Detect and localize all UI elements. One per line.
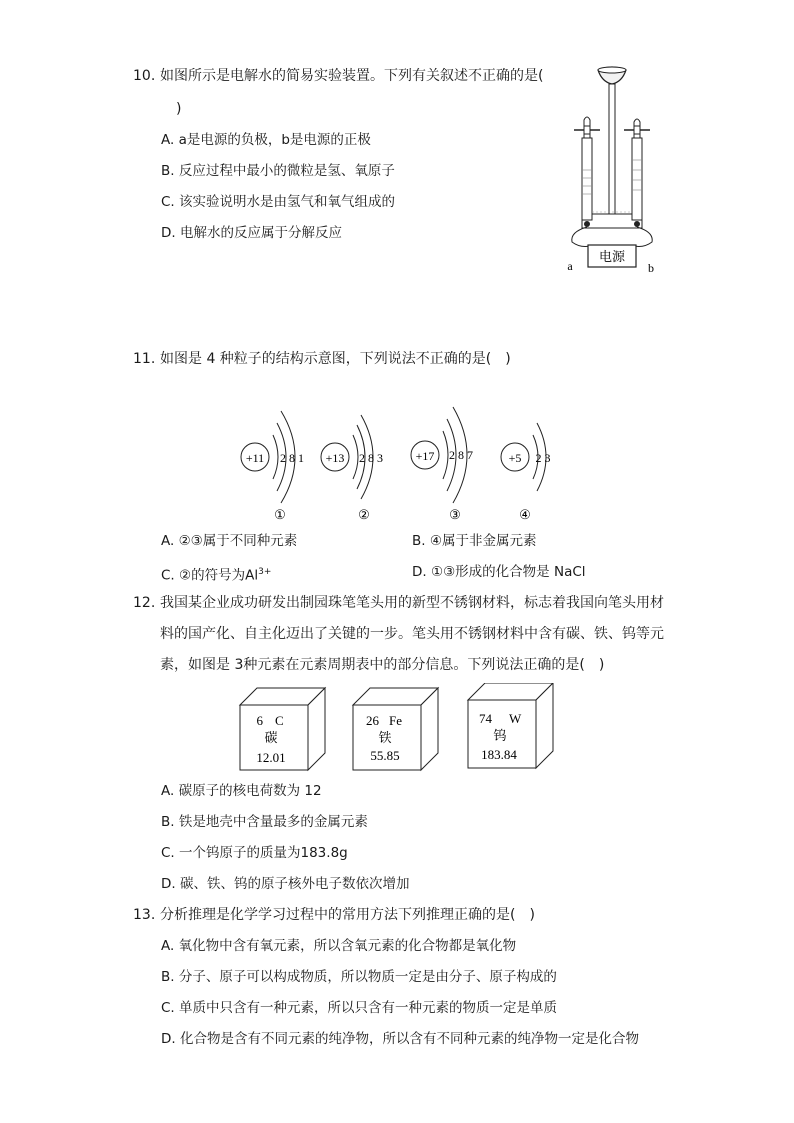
q11-number: 11.	[133, 351, 156, 367]
element-symbol: W	[509, 711, 522, 726]
q11-option-c-superscript: 3+	[258, 567, 272, 577]
q13-number: 13.	[133, 907, 156, 923]
element-name: 铁	[378, 731, 392, 746]
particle-index: ②	[358, 507, 370, 522]
atomic-number: 74	[479, 711, 492, 726]
periodic-table-cells	[235, 683, 565, 778]
q11-stem: 如图是 4 种粒子的结构示意图，下列说法不正确的是( )	[160, 351, 511, 367]
particle-2	[321, 415, 383, 522]
particle-1	[241, 411, 304, 522]
q12-option-c[interactable]: C. 一个钨原子的质量为183.8g	[161, 845, 348, 861]
electron-shell	[443, 431, 448, 479]
electron-counts: 2 3	[535, 451, 551, 465]
element-symbol: Fe	[389, 713, 402, 728]
element-symbol: C	[275, 713, 284, 728]
nucleus-charge: +5	[508, 451, 522, 465]
bottom-connector	[582, 220, 642, 228]
element-name: 钨	[493, 729, 507, 744]
electron-shell	[273, 435, 278, 479]
q12-option-d[interactable]: D. 碳、铁、钨的原子核外电子数依次增加	[161, 876, 410, 892]
funnel-rim	[598, 67, 626, 73]
particle-index: ③	[449, 507, 461, 522]
right-electrode	[634, 221, 640, 227]
particle-index: ④	[519, 507, 531, 522]
atomic-mass: 183.84	[481, 747, 517, 762]
q11-option-d[interactable]: D. ①③形成的化合物是 NaCl	[412, 564, 586, 580]
electrode-label-b: b	[648, 261, 654, 275]
q12-option-a[interactable]: A. 碳原子的核电荷数为 12	[161, 783, 322, 799]
element-cell-carbon	[240, 688, 325, 770]
q11-option-a[interactable]: A. ②③属于不同种元素	[161, 533, 298, 549]
nucleus-charge: +17	[415, 449, 435, 463]
q13-option-a[interactable]: A. 氧化物中含有氧元素，所以含氧元素的化合物都是氧化物	[161, 938, 517, 954]
q13-option-b[interactable]: B. 分子、原子可以构成物质，所以物质一定是由分子、原子构成的	[161, 969, 557, 985]
element-name: 碳	[264, 731, 278, 746]
left-valve-body	[584, 126, 590, 134]
power-supply-label: 电源	[598, 250, 626, 265]
electrolysis-apparatus-figure	[560, 60, 665, 275]
left-wire	[572, 227, 594, 247]
q12-number: 12.	[133, 595, 156, 611]
q12-option-b[interactable]: B. 铁是地壳中含量最多的金属元素	[161, 814, 368, 830]
nucleus-charge: +13	[325, 451, 345, 465]
right-wire	[630, 227, 652, 247]
q10-stem-cont: )	[176, 101, 182, 117]
particle-4	[501, 423, 551, 522]
left-tube	[582, 138, 592, 220]
q10-option-c[interactable]: C. 该实验说明水是由氢气和氧气组成的	[161, 194, 396, 210]
center-tube	[609, 84, 615, 214]
q10-option-d[interactable]: D. 电解水的反应属于分解反应	[161, 225, 342, 241]
q13-stem: 分析推理是化学学习过程中的常用方法下列推理正确的是( )	[160, 907, 535, 923]
q12-stem-line-3: 素，如图是 3种元素在元素周期表中的部分信息。下列说法正确的是( )	[160, 657, 605, 673]
electron-shell	[353, 435, 358, 479]
right-valve-body	[634, 126, 640, 134]
q11-option-c-text: C. ②的符号为Al	[161, 567, 259, 584]
particle-3	[411, 407, 473, 522]
q12-stem-line-2: 料的国产化、自主化迈出了关键的一步。笔头用不锈钢材料中含有碳、铁、钨等元	[160, 626, 664, 642]
atomic-mass: 55.85	[370, 748, 400, 763]
q10-stem: 如图所示是电解水的简易实验装置。下列有关叙述不正确的是(	[160, 68, 544, 84]
atomic-mass: 12.01	[256, 750, 286, 765]
q10-option-a[interactable]: A. a是电源的负极，b是电源的正极	[161, 132, 371, 148]
q12-stem-line-1: 我国某企业成功研发出制园珠笔笔头用的新型不锈钢材料，标志着我国向笔头用材	[160, 595, 664, 611]
electron-counts: 2 8 7	[449, 448, 473, 462]
left-electrode	[584, 221, 590, 227]
q11-option-c[interactable]	[161, 562, 271, 586]
particle-index: ①	[274, 507, 286, 522]
atomic-number: 6	[256, 713, 263, 728]
right-tube	[632, 138, 642, 220]
element-cell-iron	[353, 688, 438, 770]
q13-option-c[interactable]: C. 单质中只含有一种元素，所以只含有一种元素的物质一定是单质	[161, 1000, 558, 1016]
q11-option-b[interactable]: B. ④属于非金属元素	[412, 533, 537, 549]
q13-option-d[interactable]: D. 化合物是含有不同元素的纯净物，所以含有不同种元素的纯净物一定是化合物	[161, 1031, 639, 1047]
element-cell-tungsten	[468, 683, 553, 768]
particle-structure-diagrams	[225, 395, 585, 525]
q10-option-b[interactable]: B. 反应过程中最小的微粒是氢、氧原子	[161, 163, 395, 179]
atomic-number: 26	[366, 713, 379, 728]
electrode-label-a: a	[567, 259, 573, 273]
nucleus-charge: +11	[245, 451, 265, 465]
electron-counts: 2 8 1	[280, 451, 304, 465]
electron-counts: 2 8 3	[359, 451, 383, 465]
q10-number: 10.	[133, 68, 156, 84]
